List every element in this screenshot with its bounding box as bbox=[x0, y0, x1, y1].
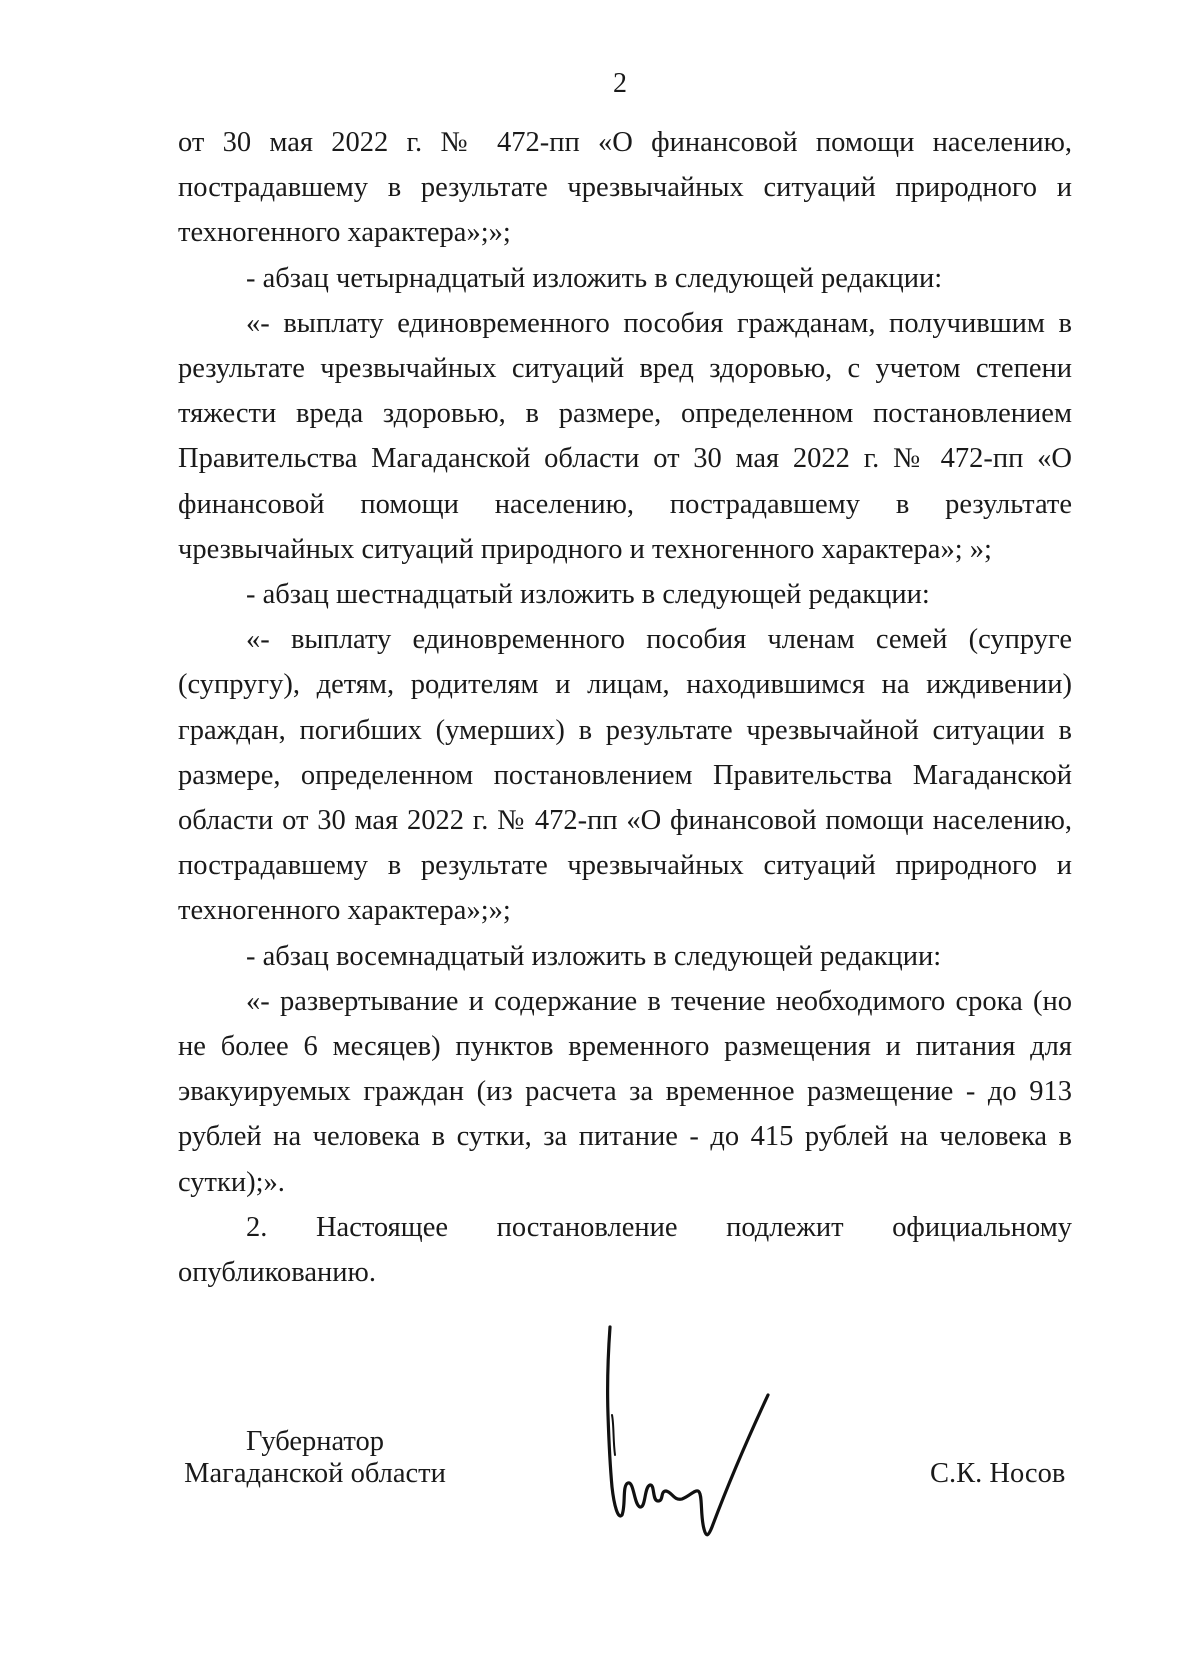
paragraph-quote-16: «- выплату единовременного пособия членам семей (супруге (супругу), детям, родителям и лицам, находившимся на иждивении) граждан, погибших (умерших) в результате чрезвычайной ситуации в размере, определенном постановлением Правительства Магаданской области от 30 мая 2022 г. № 472-пп «О финансовой помощи населению, пострадавшему в результате чрезвычайных ситуаций природного и техногенного характера»;»; bbox=[178, 624, 1072, 927]
page-number: 2 bbox=[613, 68, 627, 99]
signatory-name: С.К. Носов bbox=[930, 1458, 1066, 1489]
paragraph-publication: 2. Настоящее постановление подлежит официальному опубликованию. bbox=[178, 1211, 1072, 1289]
paragraph-quote-18: «- развертывание и содержание в течение необходимого срока (но не более 6 месяцев) пунктов временного размещения и питания для эвакуируемых граждан (из расчета за временное размещение - до 913 рублей на человека в сутки, за питание - до 415 рублей на человека в сутки);». bbox=[178, 985, 1072, 1198]
signatory-title-line2: Магаданской области bbox=[184, 1458, 446, 1489]
paragraph-instruction-16: - абзац шестнадцатый изложить в следующей редакции: bbox=[246, 579, 930, 611]
handwritten-signature-icon bbox=[600, 1315, 820, 1555]
paragraph-continuation: от 30 мая 2022 г. № 472-пп «О финансовой помощи населению, пострадавшему в результате чрезвычайных ситуаций природного и техногенного характера»;»; bbox=[178, 127, 1072, 249]
paragraph-quote-14: «- выплату единовременного пособия гражданам, получившим в результате чрезвычайных ситуаций вред здоровью, с учетом степени тяжести вреда здоровью, в размере, определенном постановлением Правительства Магаданской области от 30 мая 2022 г. № 472-пп «О финансовой помощи населению, пострадавшему в результате чрезвычайных ситуаций природного и техногенного характера»; »; bbox=[178, 307, 1072, 565]
document-body bbox=[178, 120, 1072, 1295]
signatory-title bbox=[180, 1426, 450, 1490]
signatory-title-line1: Губернатор bbox=[245, 1426, 385, 1457]
paragraph-instruction-14: - абзац четырнадцатый изложить в следующей редакции: bbox=[246, 262, 943, 294]
paragraph-instruction-18: - абзац восемнадцатый изложить в следующей редакции: bbox=[246, 940, 942, 972]
